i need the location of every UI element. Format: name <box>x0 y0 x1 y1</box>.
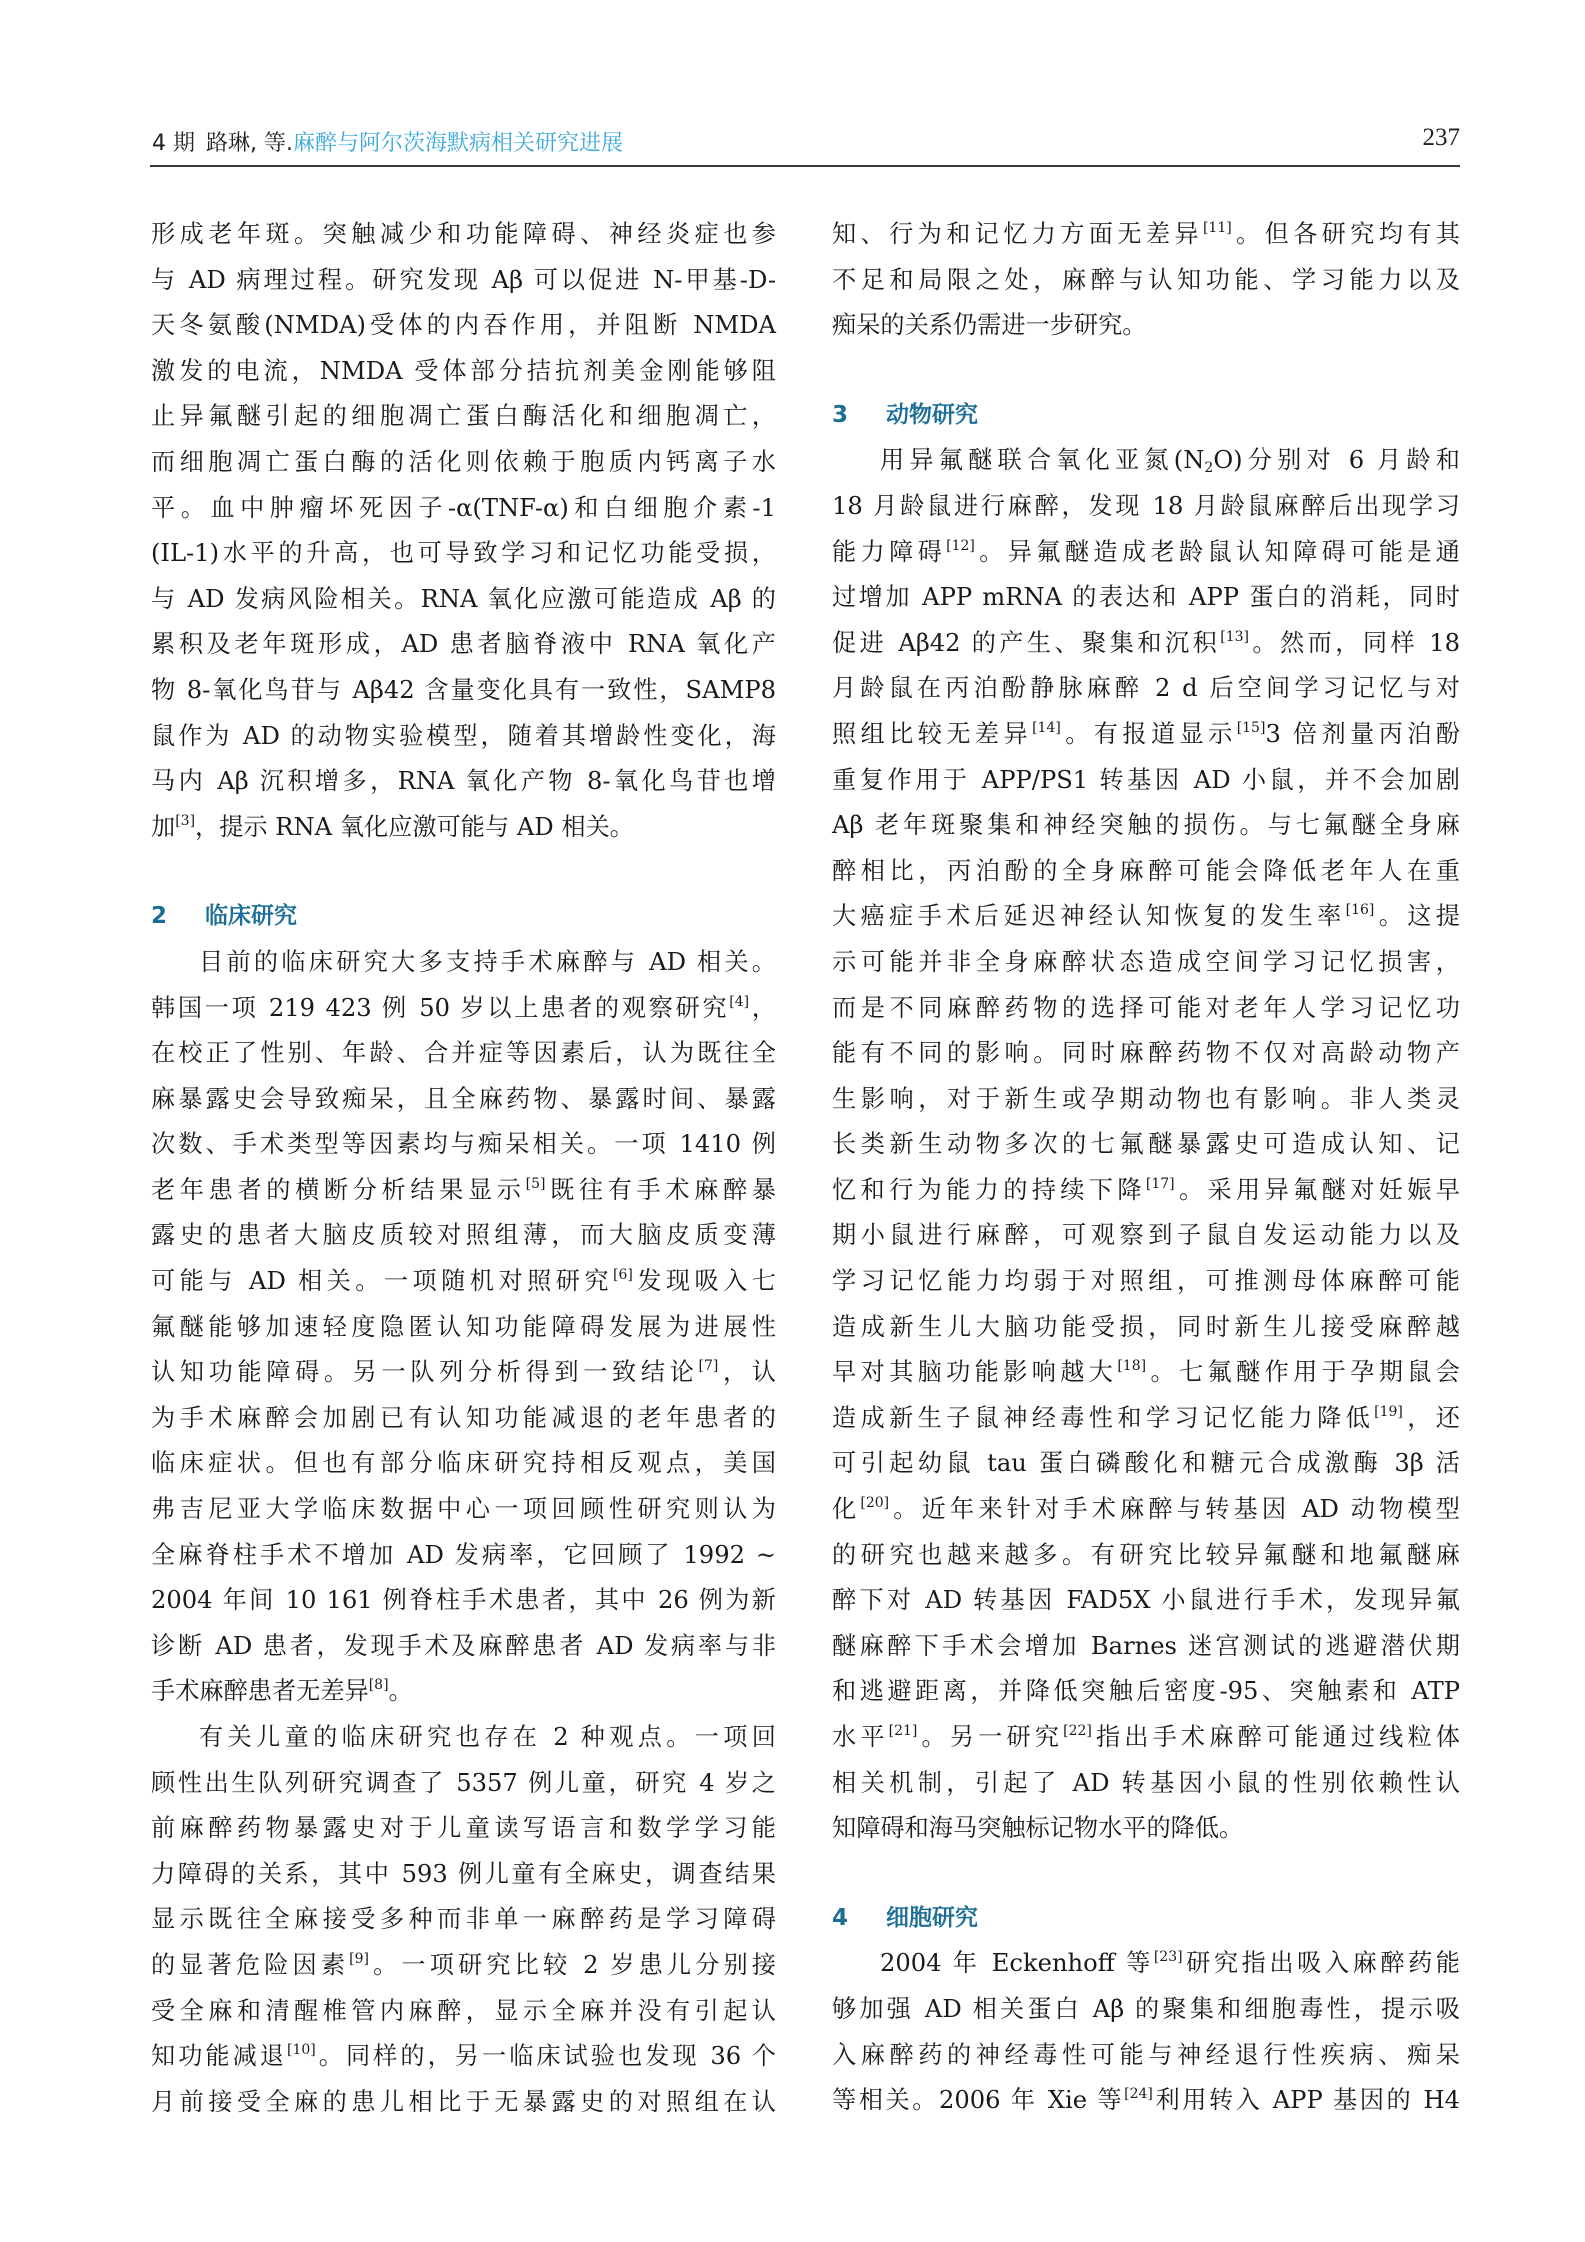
page-number: 237 <box>1422 124 1460 151</box>
text-span: 等相关。2006 年 Xie 等 <box>832 2086 1125 2115</box>
header-article-title: 麻醉与阿尔茨海默病相关研究进展 <box>293 131 624 156</box>
citation-ref[interactable]: [7] <box>698 1358 719 1375</box>
text-span: 。这提 <box>1374 902 1460 931</box>
citation-ref[interactable]: [6] <box>612 1267 633 1284</box>
citation-ref[interactable]: [17] <box>1145 1175 1175 1192</box>
section-title: 临床研究 <box>205 903 297 930</box>
citation-ref[interactable]: [14] <box>1032 719 1061 736</box>
text-line: 示可能并非全身麻醉状态造成空间学习记忆损害， <box>832 947 1460 976</box>
text-line <box>832 1941 1460 1987</box>
text-span: 。异氟醚造成老龄鼠认知障碍可能是通 <box>974 537 1460 566</box>
citation-ref[interactable]: [3] <box>175 812 196 829</box>
text-line: 过增加 APP mRNA 的表达和 APP 蛋白的消耗，同时 <box>832 583 1460 612</box>
text-line <box>151 1669 776 1715</box>
text-line: 激发的电流，NMDA 受体部分拮抗剂美金刚能够阻 <box>151 356 776 385</box>
text-line: 醚麻醉下手术会增加 Barnes 迷宫测试的逃避潜伏期 <box>832 1631 1460 1660</box>
text-line: 平。血中肿瘤坏死因子-α(TNF-α)和白细胞介素-1 <box>151 493 776 522</box>
text-line: 力障碍的关系，其中 593 例儿童有全麻史，调查结果 <box>151 1859 776 1888</box>
section-spacer <box>832 1852 1460 1896</box>
text-line <box>151 1168 776 1214</box>
text-span: 加 <box>151 812 176 841</box>
text-span: 。同样的，另一临床试验也发现 36 个 <box>315 2042 776 2071</box>
text-span: 化 <box>832 1495 861 1524</box>
citation-ref[interactable]: [4] <box>729 993 750 1010</box>
text-span: 知、行为和记忆力方面无差异 <box>832 220 1203 248</box>
text-line <box>832 1487 1460 1533</box>
text-span: ，认 <box>718 1358 776 1387</box>
citation-ref[interactable]: [16] <box>1345 902 1375 919</box>
text-span: 水平 <box>832 1723 889 1751</box>
text-span: 用异氟醚联合氧化亚氮(N <box>880 446 1205 475</box>
text-span: 认知功能障碍。另一队列分析得到一致结论 <box>151 1358 699 1387</box>
paragraph-cell-studies <box>832 1941 1460 2123</box>
text-line <box>832 894 1460 940</box>
text-line: 重复作用于 APP/PS1 转基因 AD 小鼠，并不会加剧 <box>832 765 1460 794</box>
citation-ref[interactable]: [9] <box>349 1950 369 1967</box>
text-span: O)分别对 6 月龄和 <box>1213 446 1460 475</box>
text-span: ，提示 RNA 氧化应激可能与 AD 相关。 <box>195 812 634 841</box>
section-title: 细胞研究 <box>886 1904 978 1931</box>
text-line <box>832 530 1460 576</box>
text-span: ，还 <box>1402 1403 1460 1432</box>
citation-ref[interactable]: [18] <box>1117 1358 1147 1375</box>
text-line <box>832 1168 1460 1214</box>
text-line: 相关机制，引起了 AD 转基因小鼠的性别依赖性认 <box>832 1768 1460 1797</box>
text-line <box>832 212 1460 258</box>
text-span: ， <box>749 993 776 1022</box>
text-line <box>151 2034 776 2080</box>
text-span: 。 <box>388 1677 413 1706</box>
text-line: 可引起幼鼠 tau 蛋白磷酸化和糖元合成激酶 3β 活 <box>832 1449 1460 1478</box>
text-line: 的研究也越来越多。有研究比较异氟醚和地氟醚麻 <box>832 1540 1460 1569</box>
citation-ref[interactable]: [22] <box>1063 1723 1092 1739</box>
text-line: 鼠作为 AD 的动物实验模型，随着其增龄性变化，海 <box>151 721 776 750</box>
text-line <box>151 1259 776 1305</box>
subscript: 2 <box>1204 460 1214 477</box>
text-line: 而是不同麻醉药物的选择可能对老年人学习记忆功 <box>832 993 1460 1022</box>
text-span: 。另一研究 <box>917 1723 1064 1751</box>
paragraph-animal-studies <box>832 438 1460 1851</box>
text-line <box>151 1943 776 1989</box>
text-line: 月龄鼠在丙泊酚静脉麻醉 2 d 后空间学习记忆与对 <box>832 674 1460 703</box>
section-number: 4 <box>832 1904 849 1931</box>
text-line: 受全麻和清醒椎管内麻醉，显示全麻并没有引起认 <box>151 1996 776 2025</box>
text-span: 促进 Aβ42 的产生、聚集和沉积 <box>832 628 1221 657</box>
text-line: 不足和局限之处，麻醉与认知功能、学习能力以及 <box>832 265 1460 294</box>
text-span: 。一项研究比较 2 岁患儿分别接 <box>369 1950 776 1979</box>
text-span: 。有报道显示 <box>1060 719 1237 748</box>
right-column <box>832 212 1460 2124</box>
text-line: 月前接受全麻的患儿相比于无暴露史的对照组在认 <box>151 2087 776 2116</box>
citation-ref[interactable]: [21] <box>888 1723 918 1739</box>
text-line: 生影响，对于新生或孕期动物也有影响。非人类灵 <box>832 1084 1460 1113</box>
text-line: 长类新生动物多次的七氟醚暴露史可造成认知、记 <box>832 1130 1460 1159</box>
text-line: 弗吉尼亚大学临床数据中心一项回顾性研究则认为 <box>151 1495 776 1524</box>
text-line: (IL-1)水平的升高，也可导致学习和记忆功能受损， <box>151 539 776 568</box>
text-line: 天冬氨酸(NMDA)受体的内吞作用，并阻断 NMDA <box>151 311 776 340</box>
text-span: 。采用异氟醚对妊娠早 <box>1174 1175 1460 1204</box>
text-span: 3 倍剂量丙泊酚 <box>1265 719 1460 748</box>
header-authors: 路琳, 等. <box>206 131 293 156</box>
section-spacer <box>832 349 1460 393</box>
text-line: 累积及老年斑形成，AD 患者脑脊液中 RNA 氧化产 <box>151 630 776 659</box>
text-line: 知障碍和海马突触标记物水平的降低。 <box>832 1814 1244 1843</box>
text-span: 造成新生子鼠神经毒性和学习记忆能力降低 <box>832 1403 1375 1432</box>
text-span: 大癌症手术后延迟神经认知恢复的发生率 <box>832 902 1346 931</box>
text-line: 醉下对 AD 转基因 FAD5X 小鼠进行手术，发现异氟 <box>832 1586 1460 1615</box>
text-span: 韩国一项 219 423 例 50 岁以上患者的观察研究 <box>151 993 730 1022</box>
text-line: 醉相比，丙泊酚的全身麻醉可能会降低老年人在重 <box>832 856 1460 885</box>
text-span: 。但各研究均有其 <box>1231 220 1460 248</box>
text-line: 有关儿童的临床研究也存在 2 种观点。一项回 <box>199 1723 776 1751</box>
text-line <box>151 805 776 851</box>
citation-ref[interactable]: [23] <box>1153 1949 1183 1966</box>
paragraph-clinical-children <box>151 1715 776 2125</box>
text-span: 2004 年 Eckenhoff 等 <box>880 1949 1154 1978</box>
text-line: 与 AD 病理过程。研究发现 Aβ 可以促进 N-甲基-D- <box>151 265 776 294</box>
text-span: 指出手术麻醉可能通过线粒体 <box>1091 1723 1460 1751</box>
text-line: 而细胞凋亡蛋白酶的活化则依赖于胞质内钙离子水 <box>151 447 776 476</box>
text-line: 马内 Aβ 沉积增多，RNA 氧化产物 8-氧化鸟苷也增 <box>151 767 776 796</box>
text-line: 为手术麻醉会加剧已有认知功能减退的老年患者的 <box>151 1403 776 1432</box>
text-line: 在校正了性别、年龄、合并症等因素后，认为既往全 <box>151 1039 776 1068</box>
section-number: 3 <box>832 401 849 428</box>
text-line <box>832 712 1460 758</box>
text-line: 18 月龄鼠进行麻醉，发现 18 月龄鼠麻醉后出现学习 <box>832 491 1460 520</box>
header-divider <box>150 165 1460 167</box>
citation-ref[interactable]: [12] <box>946 537 975 554</box>
paragraph-clinical-adults <box>151 940 776 1715</box>
text-line <box>832 438 1460 484</box>
text-span: 。然而，同样 18 <box>1248 628 1460 657</box>
text-line <box>832 2078 1460 2124</box>
citation-ref[interactable]: [8] <box>368 1677 389 1694</box>
text-span: 知功能减退 <box>151 2042 288 2071</box>
section-spacer <box>151 850 776 894</box>
text-span: 忆和行为能力的持续下降 <box>832 1175 1146 1204</box>
text-line <box>151 986 776 1032</box>
text-line: 入麻醉药的神经毒性可能与神经退行性疾病、痴呆 <box>832 2040 1460 2069</box>
text-line: 期小鼠进行麻醉，可观察到子鼠自发运动能力以及 <box>832 1221 1460 1250</box>
text-line: 顾性出生队列研究调查了 5357 例儿童，研究 4 岁之 <box>151 1768 776 1797</box>
citation-ref[interactable]: [11] <box>1202 220 1232 236</box>
text-span: 。七氟醚作用于孕期鼠会 <box>1146 1358 1460 1387</box>
text-line: 形成老年斑。突触减少和功能障碍、神经炎症也参 <box>151 220 776 248</box>
text-span: 照组比较无差异 <box>832 719 1033 748</box>
section-heading-cell <box>832 1896 1460 1942</box>
text-line: 诊断 AD 患者，发现手术及麻醉患者 AD 发病率与非 <box>151 1631 776 1660</box>
text-line <box>832 621 1460 667</box>
text-span: 早对其脑功能影响越大 <box>832 1358 1118 1387</box>
text-line <box>832 1396 1460 1442</box>
citation-ref[interactable]: [15] <box>1236 719 1266 736</box>
text-span: 的显著危险因素 <box>151 1950 350 1979</box>
paragraph-clinical-conclusion <box>832 212 1460 349</box>
text-line: 临床症状。但也有部分临床研究持相反观点，美国 <box>151 1449 776 1478</box>
text-line: 和逃避距离，并降低突触后密度-95、突触素和 ATP <box>832 1677 1460 1706</box>
citation-ref[interactable]: [24] <box>1124 2086 1153 2103</box>
section-number: 2 <box>151 903 168 930</box>
text-line: 次数、手术类型等因素均与痴呆相关。一项 1410 例 <box>151 1130 776 1159</box>
text-line: 与 AD 发病风险相关。RNA 氧化应激可能造成 Aβ 的 <box>151 584 776 613</box>
citation-ref[interactable]: [5] <box>525 1175 546 1192</box>
citation-ref[interactable]: [19] <box>1374 1403 1403 1420</box>
text-line: 学习记忆能力均弱于对照组，可推测母体麻醉可能 <box>832 1267 1460 1296</box>
left-column <box>151 212 776 2125</box>
text-line <box>832 1715 1460 1761</box>
text-line: 物 8-氧化鸟苷与 Aβ42 含量变化具有一致性，SAMP8 <box>151 675 776 704</box>
paragraph-ad-pathology <box>151 212 776 850</box>
section-title: 动物研究 <box>886 401 978 428</box>
text-line: 麻暴露史会导致痴呆，且全麻药物、暴露时间、暴露 <box>151 1084 776 1113</box>
text-span: 手术麻醉患者无差异 <box>151 1677 369 1706</box>
issue-number: 4 期 <box>152 131 195 156</box>
text-line: 2004 年间 10 161 例脊柱手术患者，其中 26 例为新 <box>151 1586 776 1615</box>
text-line: 前麻醉药物暴露史对于儿童读写语言和数学学习能 <box>151 1814 776 1843</box>
text-span: 。近年来针对手术麻醉与转基因 AD 动物模型 <box>889 1495 1460 1524</box>
text-line: 全麻脊柱手术不增加 AD 发病率，它回顾了 1992 ~ <box>151 1540 776 1569</box>
section-heading-clinical <box>151 894 776 940</box>
text-span: 研究指出吸入麻醉药能 <box>1182 1949 1460 1978</box>
text-line: Aβ 老年斑聚集和神经突触的损伤。与七氟醚全身麻 <box>832 811 1460 840</box>
text-span: 可能与 AD 相关。一项随机对照研究 <box>151 1267 613 1296</box>
citation-ref[interactable]: [20] <box>860 1495 890 1512</box>
text-line: 能有不同的影响。同时麻醉药物不仅对高龄动物产 <box>832 1039 1460 1068</box>
text-span: 老年患者的横断分析结果显示 <box>151 1175 526 1204</box>
text-span: 既往有手术麻醉暴 <box>545 1175 776 1204</box>
text-line: 造成新生儿大脑功能受损，同时新生儿接受麻醉越 <box>832 1312 1460 1341</box>
text-span: 利用转入 APP 基因的 H4 <box>1152 2086 1460 2115</box>
text-span: 发现吸入七 <box>632 1267 776 1296</box>
citation-ref[interactable]: [10] <box>287 2042 316 2059</box>
running-header <box>150 118 1460 164</box>
text-line: 目前的临床研究大多支持手术麻醉与 AD 相关。 <box>199 947 776 976</box>
section-heading-animal <box>832 393 1460 439</box>
text-line <box>832 1350 1460 1396</box>
text-span: 能力障碍 <box>832 537 947 566</box>
text-line: 显示既往全麻接受多种而非单一麻醉药是学习障碍 <box>151 1905 776 1934</box>
citation-ref[interactable]: [13] <box>1220 628 1249 645</box>
text-line: 痴呆的关系仍需进一步研究。 <box>832 311 1147 340</box>
text-line: 够加强 AD 相关蛋白 Aβ 的聚集和细胞毒性，提示吸 <box>832 1994 1460 2023</box>
text-line: 露史的患者大脑皮质较对照组薄，而大脑皮质变薄 <box>151 1221 776 1250</box>
text-line: 止异氟醚引起的细胞凋亡蛋白酶活化和细胞凋亡， <box>151 402 776 431</box>
text-line <box>151 1350 776 1396</box>
text-line: 氟醚能够加速轻度隐匿认知功能障碍发展为进展性 <box>151 1312 776 1341</box>
